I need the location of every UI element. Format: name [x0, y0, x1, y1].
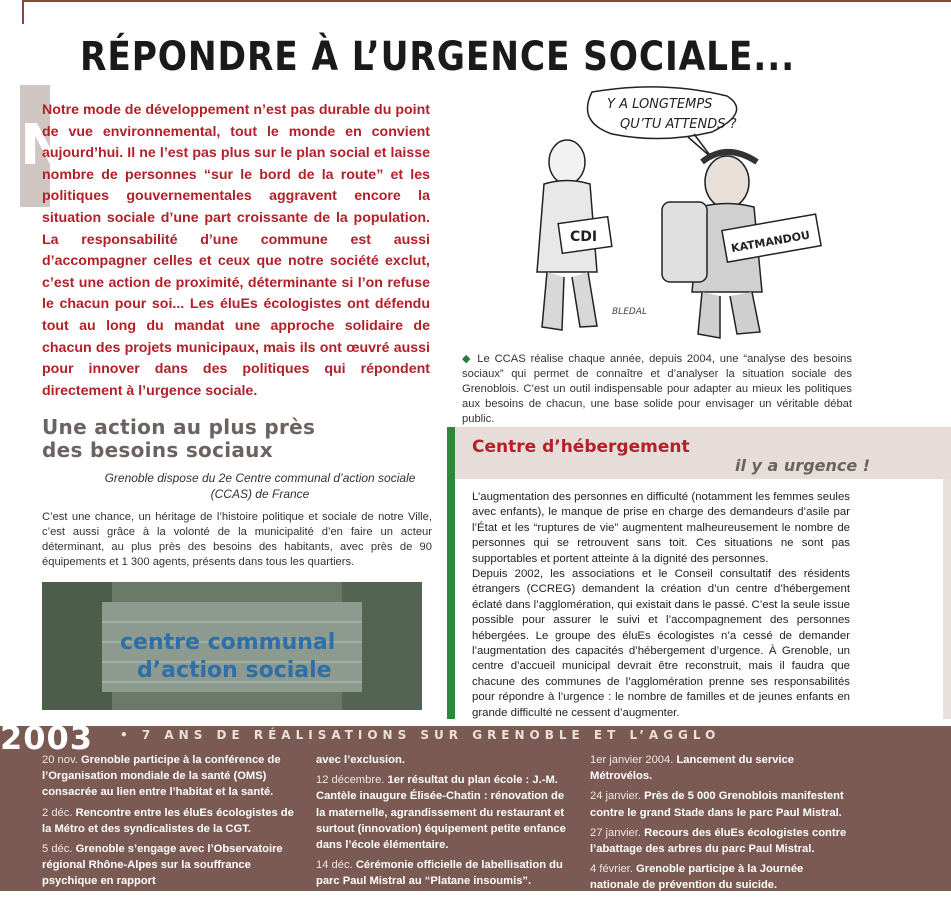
timeline-entry: 20 nov. Grenoble participe à la conférence de l’Organisation mondiale de la santé (OMS) consacrée au lien entre l’habitat et la santé.	[42, 754, 281, 799]
box-paragraph: L’augmentation des personnes en difficulté (notamment les femmes seules avec enfants), le manque de prise en charge des demandeurs d’asile par l’État et les “ruptures de vie” augmentent malheureusement le nombre de personnes qui se retrouvent sans toit. Ces situations ne sont pas supportables et portent atteinte à la dignité des personnes.	[472, 491, 850, 565]
timeline-column	[316, 752, 574, 894]
section-subhead: Grenoble dispose du 2e Centre communal d’action sociale (CCAS) de France	[104, 471, 416, 501]
box-subtitle: il y a urgence !	[735, 456, 871, 475]
cartoon-caption	[462, 352, 852, 427]
section-heading-line: des besoins sociaux	[42, 438, 273, 462]
box-body	[472, 490, 850, 721]
timeline-entry: 24 janvier. Près de 5 000 Grenoblois manifestent contre le grand Stade dans le parc Paul Mistral.	[590, 790, 844, 819]
intro-paragraph: Notre mode de développement n’est pas durable du point de vue environnemental, tout le monde en convient aujourd’hui. Il ne l’est pas plus sur le plan social et laisse nombre de personnes “sur le bord de la route” et les politiques gouvernementales aggravent encore la situation sociale d’une part croissante de la population. La responsabilité d’une commune est aussi d’accompagner celles et ceux que notre société exclut, c’est une action de proximité, déterminante si l’on refuse le chacun pour soi... Les éluEs écologistes ont défendu tout au long du mandat une approche solidaire de chacun des projets municipaux, mais ils ont œuvré aussi pour innover dans des politiques qui répondent directement à l’urgence sociale.	[42, 102, 430, 399]
cartoon-signature: BLEDAL	[612, 307, 647, 317]
timeline-entry: 4 février. Grenoble participe à la Journée nationale de prévention du suicide.	[590, 863, 804, 892]
timeline-column	[42, 752, 300, 894]
box-title: Centre d’hébergement	[472, 437, 690, 457]
speech-line: QU’TU ATTENDS ?	[620, 117, 737, 132]
hebergement-box-stripe	[447, 427, 455, 719]
section-heading-line: Une action au plus près	[42, 415, 316, 439]
timeline-column	[590, 752, 852, 898]
caption-bullet-icon: ◆	[462, 353, 473, 365]
timeline-year: 2003	[0, 719, 94, 757]
timeline-entry: 14 déc. Cérémonie officielle de labellisation du parc Paul Mistral au “Platane insoumis”.	[316, 859, 563, 888]
drop-cap: N	[20, 85, 50, 207]
section-body: C’est une chance, un héritage de l’histoire politique et sociale de notre Ville, c’est aussi grâce à la volonté de la municipalité d’en faire un acteur déterminant, au plus près des besoins des habitants, avec près de 90 équipements et 1 300 agents, présents dans tous les quartiers.	[42, 511, 432, 568]
sign-cdi: CDI	[570, 229, 598, 245]
photo-sign-line2: d’action sociale	[137, 658, 332, 683]
top-border-rule	[22, 0, 951, 24]
timeline-entry: 2 déc. Rencontre entre les éluEs écologistes de la Métro et des syndicalistes de la CGT.	[42, 806, 294, 835]
timeline-entry: avec l’exclusion.	[316, 754, 405, 766]
timeline-entry: 5 déc. Grenoble s’engage avec l’Observatoire régional Rhône-Alpes sur la souffrance psychique en rapport	[42, 843, 283, 888]
timeline-banner: • 7 ANS DE RÉALISATIONS SUR GRENOBLE ET L’AGGLO	[120, 728, 721, 742]
box-paragraph: Depuis 2002, les associations et le Conseil consultatif des résidents étrangers (CCREG) demandent la création d’un centre d’hébergement éclaté dans l’agglomération, qui existait dans le passé. C’est la seule issue possible pour assurer le suivi et l’accompagnement des personnes hébergées. Le groupe des éluEs écologistes n’a cessé de demander l’augmentation des capacités d’hébergement d’urgence. À Grenoble, un centre d’accueil municipal devrait être reconstruit, mais il faudra que chacune des communes de l’agglomération prenne ses responsabilités pour répondre à l’urgence : le nombre de familles et de jeunes enfants en grande difficulté ne cessent d’augmenter.	[472, 568, 850, 719]
photo-sign-line1: centre communal	[120, 630, 336, 655]
timeline-entry: 1er janvier 2004. Lancement du service Métrovélos.	[590, 754, 794, 783]
section-heading	[42, 416, 342, 462]
page-title: RÉPONDRE À L’URGENCE SOCIALE...	[80, 34, 796, 80]
cartoon-illustration	[462, 82, 847, 347]
timeline-entry: 27 janvier. Recours des éluEs écologistes contre l’abattage des arbres du parc Paul Mistral.	[590, 826, 847, 856]
timeline-entry: 12 décembre. 1er résultat du plan école : J.-M. Cantèle inaugure Élisée-Chatin : rénovation de la maternelle, agrandissement du restaurant et surtout (innovation) équipement petite enfance dans l’école élémentaire.	[316, 774, 566, 852]
ccas-building-photo	[42, 582, 422, 710]
speech-line: Y A LONGTEMPS	[607, 97, 713, 112]
caption-text: Le CCAS réalise chaque année, depuis 2004, une “analyse des besoins sociaux” qui permet de connaître et d’analyser la situation sociale des Grenoblois. C’est un outil indispensable pour adapter au mieux les politiques aux besoins de chacun, une base solide pour envisager un véritable débat public.	[462, 353, 853, 425]
sign-katmandou: KATMANDOU	[730, 228, 811, 256]
